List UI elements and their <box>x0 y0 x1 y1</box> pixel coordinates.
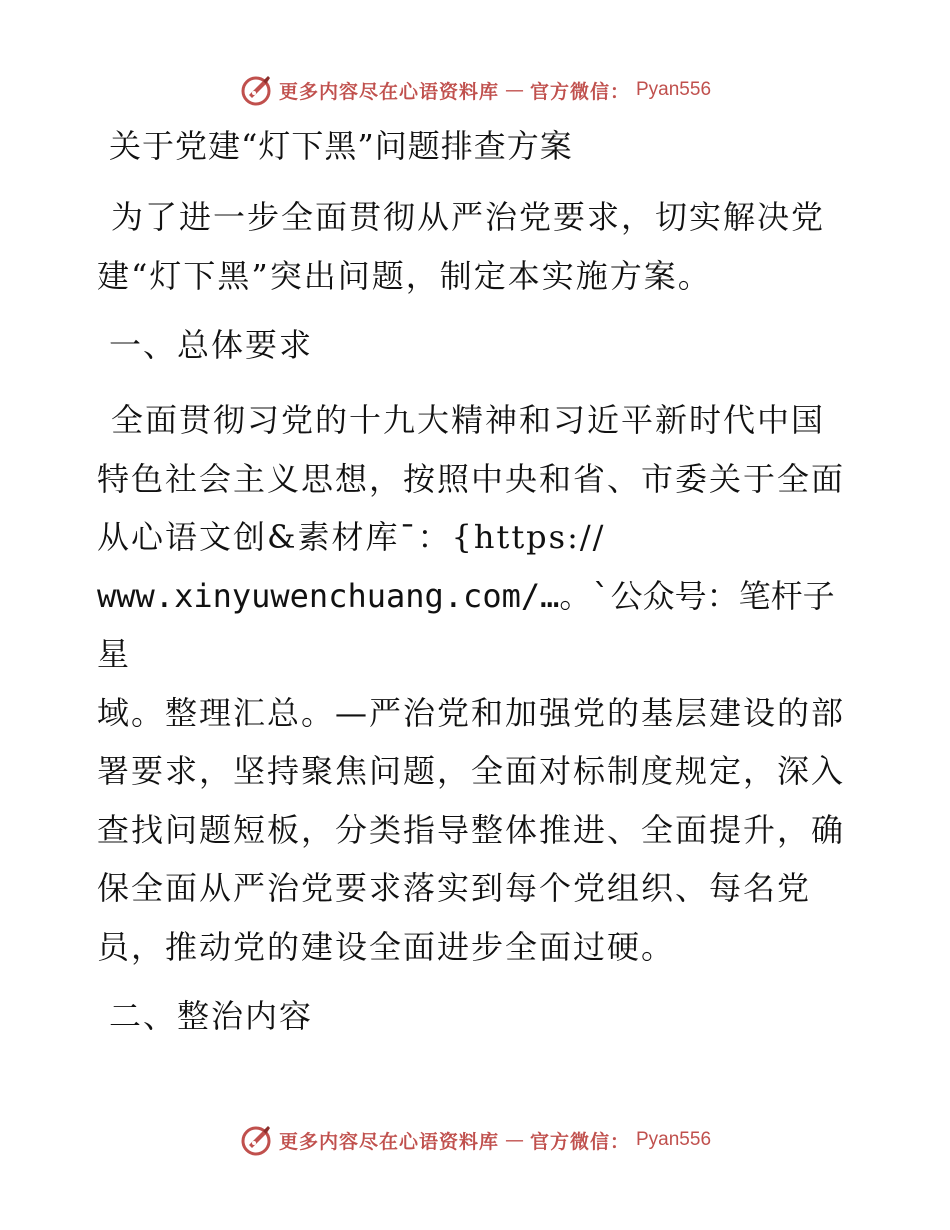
banner-separator: — <box>504 1129 524 1151</box>
banner-wechat-handle: Pyan556 <box>636 79 712 100</box>
body-line-url: www.xinyuwenchuang.com/…。`公众号：笔杆子星 <box>97 576 835 673</box>
intro-line: 建“灯下黑”突出问题，制定本实施方案。 <box>97 256 712 295</box>
header-watermark-banner <box>0 70 950 110</box>
body-line: 特色社会主义思想，按照中央和省、市委关于全面 <box>97 459 846 498</box>
section-heading-1: 一、总体要求 <box>109 326 314 364</box>
banner-text: 更多内容尽在心语资料库 <box>278 80 499 103</box>
body-line: 域。整理汇总。—严治党和加强党的基层建设的部 <box>97 693 846 732</box>
banner-separator: — <box>504 79 524 101</box>
pen-nib-logo-icon <box>239 73 273 107</box>
body-line: 从心语文创&素材库¯：{https:// <box>97 518 606 556</box>
document-title: 关于党建“灯下黑”问题排查方案 <box>109 127 573 165</box>
banner-wechat-handle: Pyan556 <box>636 1129 712 1150</box>
banner-text: 更多内容尽在心语资料库 <box>278 1130 499 1153</box>
body-line: 署要求，坚持聚焦问题，全面对标制度规定，深入 <box>97 752 846 790</box>
document-body <box>97 122 857 1062</box>
body-line: 查找问题短板，分类指导整体推进、全面提升，确 <box>97 810 846 849</box>
intro-line: 为了进一步全面贯彻从严治党要求，切实解决党 <box>111 198 826 236</box>
pen-nib-logo-icon <box>239 1123 273 1157</box>
body-line: 员，推动党的建设全面进步全面过硬。 <box>97 927 676 966</box>
banner-official-label: 官方微信： <box>529 1130 630 1153</box>
intro-paragraph <box>97 188 857 305</box>
body-paragraph <box>97 391 857 976</box>
footer-watermark-banner <box>0 1120 950 1160</box>
body-line: 保全面从严治党要求落实到每个党组织、每名党 <box>97 869 812 907</box>
section-heading-2: 二、整治内容 <box>109 997 314 1035</box>
banner-official-label: 官方微信： <box>529 80 630 103</box>
body-line: 全面贯彻习党的十九大精神和习近平新时代中国 <box>111 401 826 439</box>
